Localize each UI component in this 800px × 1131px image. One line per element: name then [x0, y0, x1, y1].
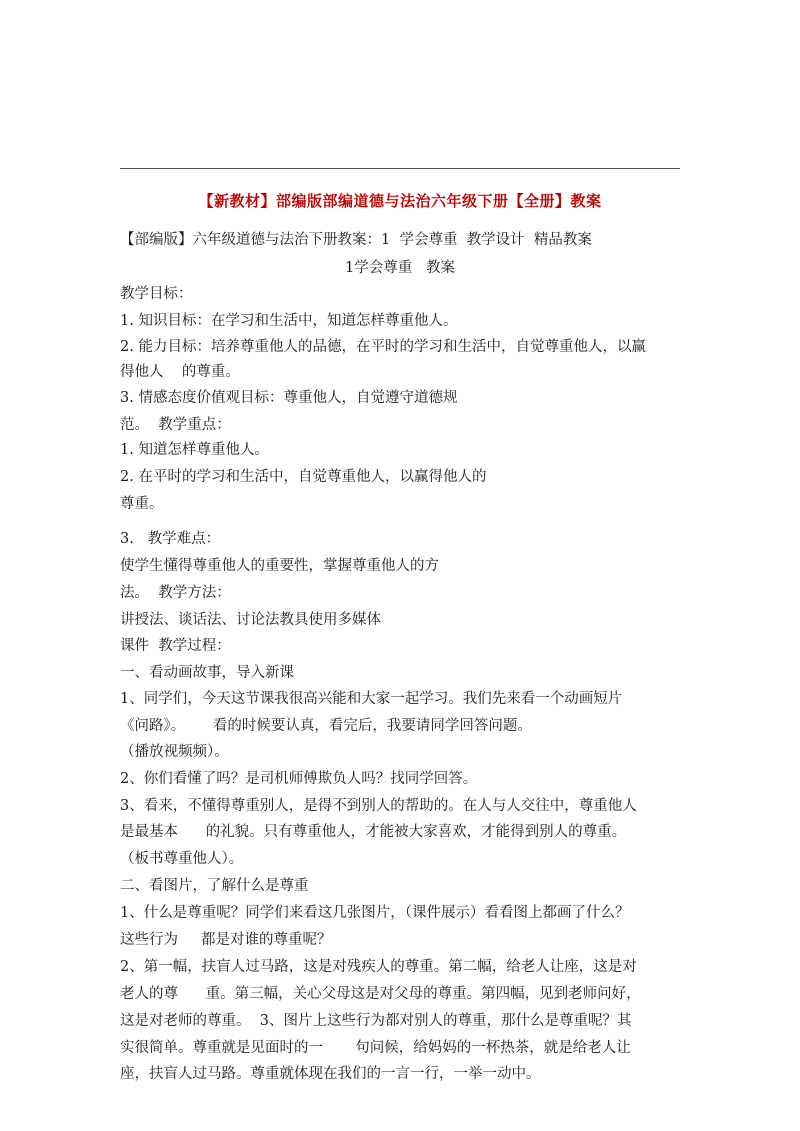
body-line-14: 课件 教学过程： [120, 638, 231, 654]
body-line-24: 1、什么是尊重呢？同学们来看这几张图片，（课件展示）看看图上都画了什么？ [120, 905, 630, 921]
body-line-19: 2、你们看懂了吗？是司机师傅欺负人吗？找同学回答。 [120, 771, 478, 787]
body-line-17: 《问路》。 看的时候要认真，看完后，我要请同学回答问题。 [120, 718, 532, 734]
body-line-6: 范。 教学重点： [120, 417, 231, 433]
document-title: 【新教材】部编版部编道德与法治六年级下册【全册】教案 [198, 192, 602, 210]
body-line-8: 2. 在平时的学习和生活中，自觉尊重他人，以赢得他人的 [120, 469, 487, 485]
document-subtitle: 【部编版】六年级道德与法治下册教案：1 学会尊重 教学设计 精品教案 [120, 232, 592, 248]
body-line-7: 1. 知道怎样尊重他人。 [120, 442, 269, 458]
header-rule [120, 168, 680, 169]
body-line-23: 二、看图片，了解什么是尊重 [120, 878, 309, 894]
body-line-29: 实很简单。尊重就是见面时的一 句问候，给妈妈的一杯热茶，就是给老人让 [120, 1040, 631, 1056]
body-line-18: （播放视频频）。 [120, 744, 229, 760]
body-line-12: 法。 教学方法： [120, 585, 231, 601]
body-line-27: 老人的尊 重。第三幅，关心父母这是对父母的尊重。第四幅，见到老师问好， [120, 986, 641, 1002]
body-line-22: （板书尊重他人）。 [120, 851, 244, 867]
body-line-2: 1. 知识目标：在学习和生活中，知道怎样尊重他人。 [120, 313, 458, 329]
body-line-20: 3、看来，不懂得尊重别人，是得不到别人的帮助的。在人与人交往中，尊重他人 [120, 798, 637, 814]
body-line-28: 这是对老师的尊重。 3、图片上这些行为都对别人的尊重，那什么是尊重呢？其 [120, 1013, 632, 1029]
body-line-5: 3. 情感态度价值观目标：尊重他人，自觉遵守道德规 [120, 390, 458, 406]
body-line-25: 这些行为 都是对谁的尊重呢？ [120, 932, 332, 948]
lesson-heading: 1学会尊重 教案 [344, 260, 456, 276]
body-line-9: 尊重。 [120, 496, 164, 512]
body-line-3: 2. 能力目标：培养尊重他人的品德，在平时的学习和生活中，自觉尊重他人，以赢 [120, 339, 646, 355]
body-line-13: 讲授法、谈话法、讨论法教具使用多媒体 [120, 612, 381, 628]
body-line-16: 1、同学们，今天这节课我很高兴能和大家一起学习。我们先来看一个动画短片 [120, 691, 623, 707]
body-line-11: 使学生懂得尊重他人的重要性，掌握尊重他人的方 [120, 558, 439, 574]
body-line-26: 2、第一幅，扶盲人过马路，这是对残疾人的尊重。第二幅，给老人让座，这是对 [120, 959, 637, 975]
body-line-21: 是最基本 的礼貌。只有尊重他人，才能被大家喜欢，才能得到别人的尊重。 [120, 824, 627, 840]
body-line-1: 教学目标： [120, 286, 193, 302]
body-line-30: 座，扶盲人过马路。尊重就体现在我们的一言一行，一举一动中。 [120, 1066, 541, 1082]
body-line-15: 一、看动画故事，导入新课 [120, 665, 294, 681]
body-line-4: 得他人 的尊重。 [120, 364, 240, 380]
body-line-10: 3. 教学难点： [120, 531, 221, 547]
